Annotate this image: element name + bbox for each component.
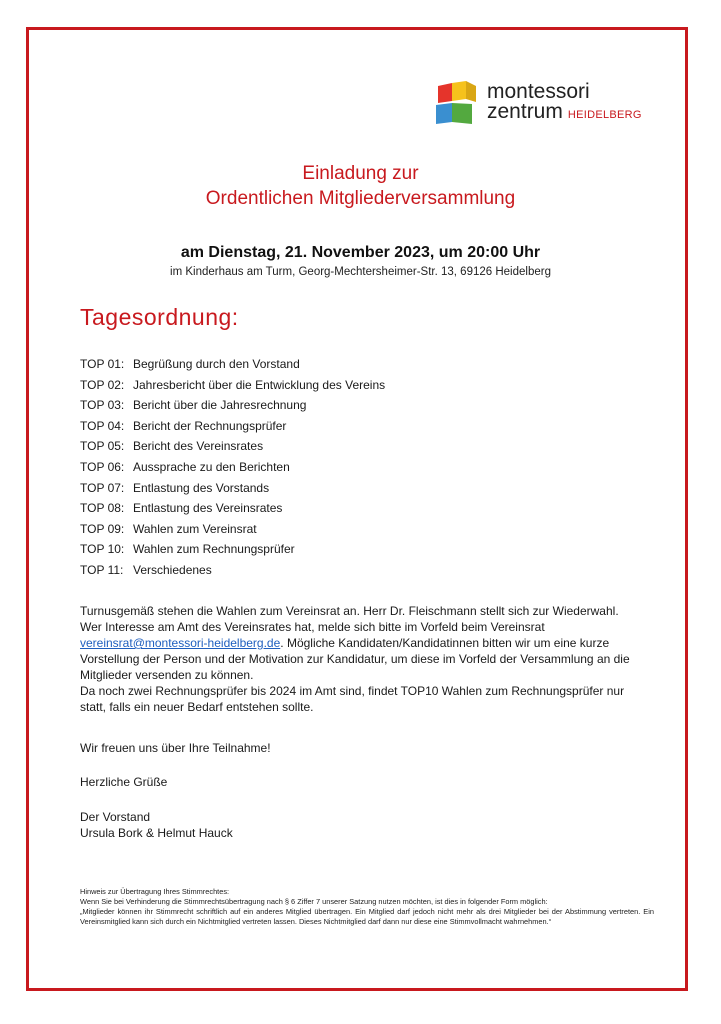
agenda-item xyxy=(80,416,385,437)
agenda-item-number: TOP 02: xyxy=(80,377,125,392)
logo-city: HEIDELBERG xyxy=(567,109,642,121)
agenda-item xyxy=(80,436,385,457)
agenda-item xyxy=(80,457,385,478)
agenda-item-text: Entlastung des Vereinsrates xyxy=(133,501,283,516)
agenda-item-text: Entlastung des Vorstands xyxy=(133,480,270,495)
agenda-item-number: TOP 01: xyxy=(80,357,125,371)
agenda-item xyxy=(80,478,385,499)
agenda-item-text: Jahresbericht über die Entwicklung des Vereins xyxy=(133,377,386,392)
agenda-item-number: TOP 06: xyxy=(80,459,125,474)
footnote-intro: Wenn Sie bei Verhinderung die Stimmrechtsübertragung nach § 6 Ziffer 7 unserer Satzung nutzen möchten, ist dies in folgender Form möglich: xyxy=(80,897,548,906)
logo-cube-icon xyxy=(432,80,478,126)
agenda-item-number: TOP 03: xyxy=(80,398,125,413)
logo-text-montessori: montessori xyxy=(487,80,590,103)
vereinsrat-email-link[interactable]: vereinsrat@montessori-heidelberg.de xyxy=(80,636,281,650)
agenda-item-text: Begrüßung durch den Vorstand xyxy=(133,357,300,371)
auditors-text: Da noch zwei Rechnungsprüfer bis 2024 im Amt sind, findet TOP10 Wahlen zum Rechnungsprüfer nur statt, falls ein neuer Bedarf entstehen sollte. xyxy=(80,684,625,714)
agenda-item-text: Verschiedenes xyxy=(133,562,212,577)
agenda-item xyxy=(80,375,385,396)
agenda-list xyxy=(80,354,385,581)
agenda-heading: Tagesordnung: xyxy=(80,304,239,330)
montessori-logo xyxy=(432,80,662,128)
agenda-item-text: Bericht des Vereinsrates xyxy=(133,439,264,454)
agenda-item xyxy=(80,560,385,581)
voting-rights-footnote xyxy=(80,887,654,927)
agenda-item-number: TOP 10: xyxy=(80,542,125,557)
elections-text-before-link: Turnusgemäß stehen die Wahlen zum Vereinsrat an. Herr Dr. Fleischmann stellt sich zur Wiederwahl. Wer Interesse am Amt des Vereinsrates hat, melde sich bitte im Vorfeld beim Vereinsrat xyxy=(80,604,619,634)
elections-paragraph xyxy=(80,603,640,715)
footnote-heading: Hinweis zur Übertragung Ihres Stimmrechtes: xyxy=(80,887,230,896)
agenda-item-text: Bericht der Rechnungsprüfer xyxy=(133,418,287,433)
signature-names: Ursula Bork & Helmut Hauck xyxy=(80,826,233,840)
agenda-item-text: Aussprache zu den Berichten xyxy=(133,459,290,474)
logo-word-zentrum: zentrum xyxy=(487,100,563,123)
agenda-item-number: TOP 08: xyxy=(80,501,125,516)
agenda-item-number: TOP 04: xyxy=(80,418,125,433)
meeting-date: am Dienstag, 21. November 2023, um 20:00 Uhr xyxy=(180,244,541,261)
thanks-line: Wir freuen uns über Ihre Teilnahme! xyxy=(80,741,271,755)
agenda-item xyxy=(80,519,385,540)
agenda-item-number: TOP 11: xyxy=(80,562,124,577)
agenda-item-number: TOP 09: xyxy=(80,521,125,536)
invitation-title-line1: Einladung zur xyxy=(302,163,419,184)
meeting-venue: im Kinderhaus am Turm, Georg-Mechtersheimer-Str. 13, 69126 Heidelberg xyxy=(170,266,551,278)
agenda-item xyxy=(80,354,385,375)
logo-text-zentrum xyxy=(487,100,642,127)
signature-title: Der Vorstand xyxy=(80,810,151,824)
agenda-item-number: TOP 05: xyxy=(80,439,125,454)
agenda-item xyxy=(80,498,385,519)
greeting-line: Herzliche Grüße xyxy=(80,775,168,789)
agenda-item-number: TOP 07: xyxy=(80,480,125,495)
agenda-item-text: Wahlen zum Rechnungsprüfer xyxy=(133,542,295,557)
agenda-item-text: Bericht über die Jahresrechnung xyxy=(133,398,307,413)
agenda-item xyxy=(80,395,385,416)
agenda-item-text: Wahlen zum Vereinsrat xyxy=(133,521,257,536)
footnote-quote: „Mitglieder können ihr Stimmrecht schriftlich auf ein anderes Mitglied übertragen. Ein Mitglied darf jedoch nicht mehr als drei Mitglieder bei der Abstimmung vertreten. Ein Vereinsmitglied kann sich durch ein Nichtmitglied vertreten lassen. Dieses Nichtmitglied darf dann nur diese eine Stimmvollmacht wahrnehmen.“ xyxy=(80,907,654,926)
elections-text-after-link: . Mögliche Kandidaten/Kandidatinnen bitten wir um eine kurze Vorstellung der Person und der Motivation zur Kandidatur, um diese im Vorfeld der Versammlung an die Mitglieder versenden zu können. xyxy=(80,636,630,682)
invitation-title-line2: Ordentlichen Mitgliederversammlung xyxy=(205,188,516,209)
agenda-item xyxy=(80,539,385,560)
